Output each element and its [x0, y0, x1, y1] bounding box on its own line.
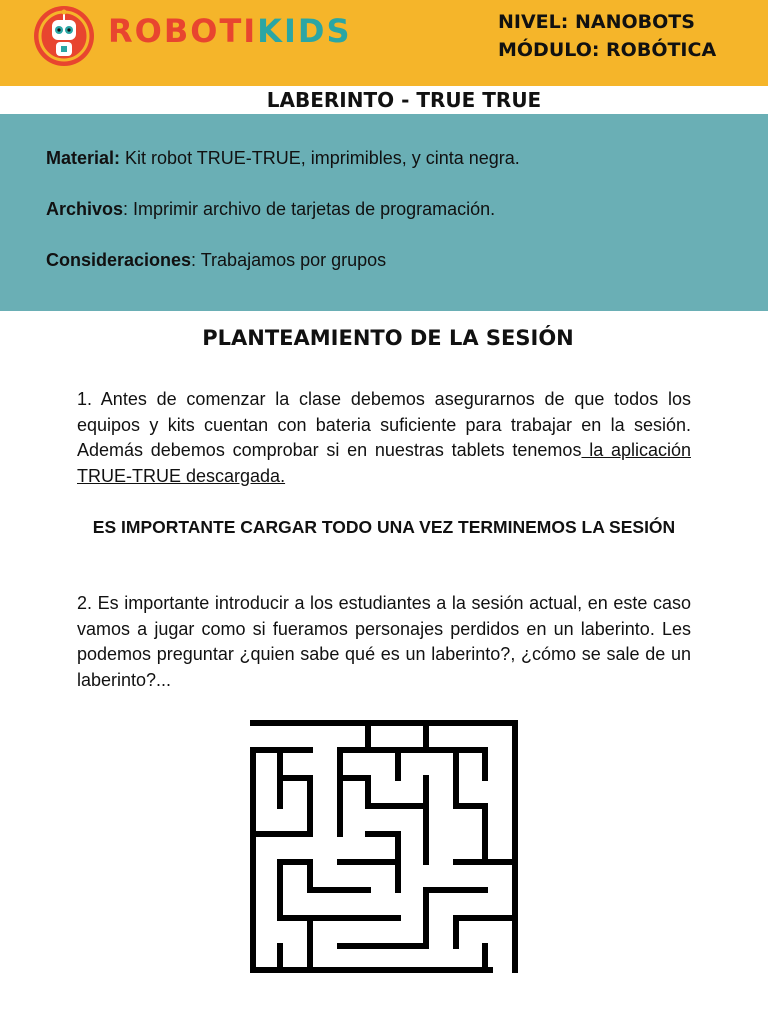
info-box: [0, 114, 768, 311]
module-label: MÓDULO: ROBÓTICA: [498, 39, 717, 61]
brand-name: [108, 12, 351, 50]
level-info: [498, 8, 716, 64]
consideraciones-label: Consideraciones: [46, 250, 192, 270]
maze-illustration: [250, 720, 518, 974]
level-label: NIVEL: NANOBOTS: [498, 11, 695, 33]
paragraph-2: 2. Es importante introducir a los estudiantes a la sesión actual, en este caso vamos a jugar como si fueramos personajes perdidos en un laberinto. Les podemos preguntar ¿quien sabe qué es un laberinto?, ¿cómo se sale de un laberinto?...: [77, 593, 691, 690]
archivos-label: Archivos: [46, 199, 124, 219]
robot-mascot-logo-icon: [32, 4, 96, 68]
material-line: [46, 148, 520, 169]
material-text: Kit robot TRUE-TRUE, imprimibles, y cinta negra.: [120, 148, 520, 168]
paragraph-1-text: 1. Antes de comenzar la clase debemos asegurarnos de que todos los equipos y kits cuentan con bateria suficiente para trabajar en la sesión. Además debemos comprobar si en nuestras tablets tenemos: [77, 389, 691, 460]
brand-name-part1: ROBOTI: [108, 12, 258, 50]
important-note: ES IMPORTANTE CARGAR TODO UNA VEZ TERMINEMOS LA SESIÓN: [92, 517, 676, 537]
consideraciones-text: : Trabajamos por grupos: [191, 250, 387, 270]
header-bar: [0, 0, 768, 86]
material-label: Material:: [46, 148, 121, 168]
archivos-line: [46, 199, 495, 220]
document-title: LABERINTO - TRUE TRUE: [266, 88, 542, 112]
app-download-link[interactable]: la aplicación TRUE-TRUE descargada.: [77, 440, 691, 486]
section-title: PLANTEAMIENTO DE LA SESIÓN: [202, 326, 574, 350]
paragraph-1: [77, 387, 691, 489]
archivos-text: : Imprimir archivo de tarjetas de programación.: [123, 199, 496, 219]
brand-name-part2: KIDS: [257, 12, 352, 50]
consideraciones-line: [46, 250, 386, 271]
